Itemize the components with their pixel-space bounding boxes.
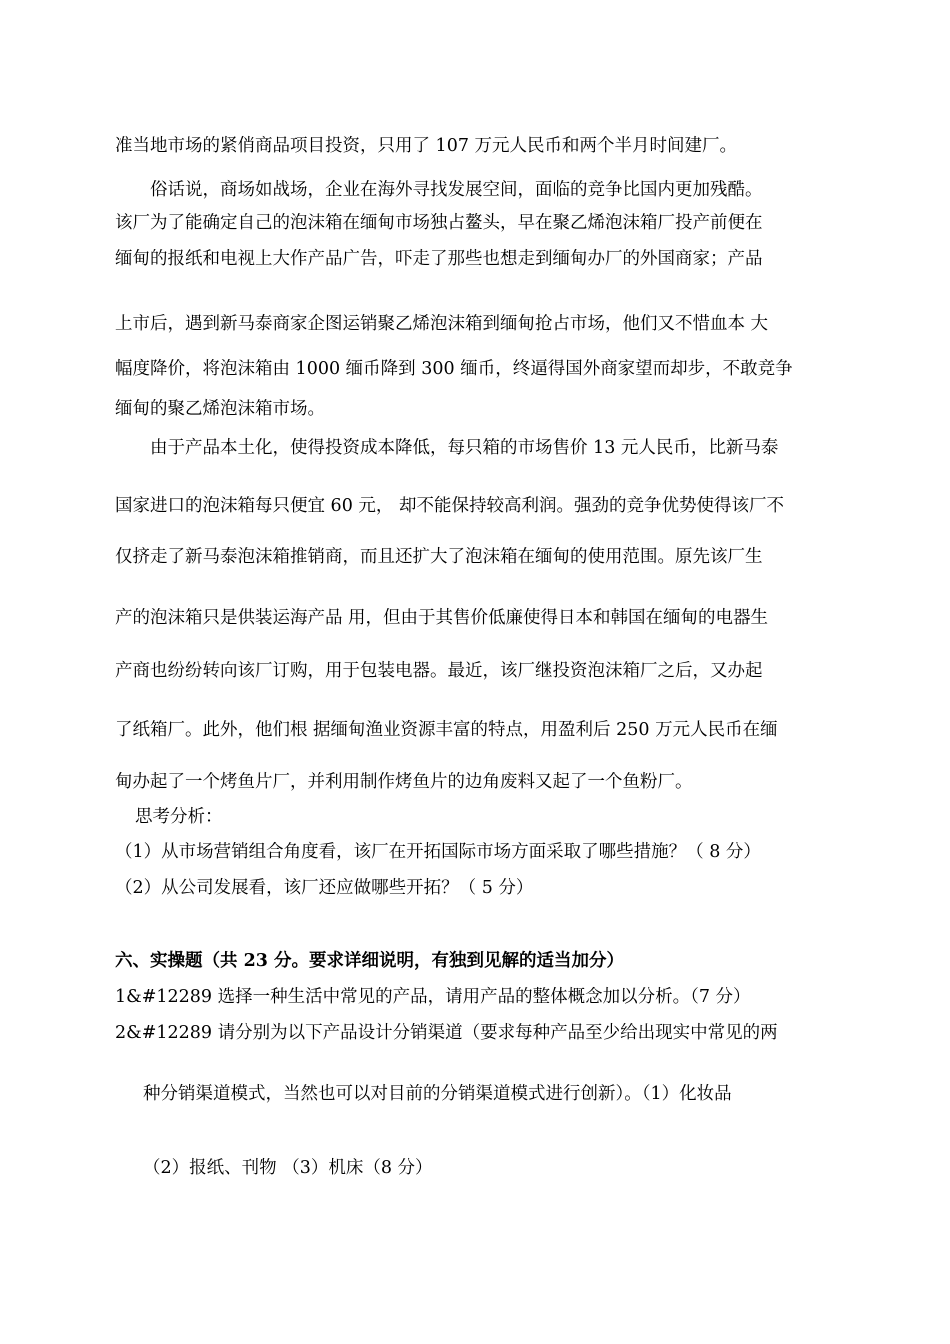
analysis-heading: 思考分析： — [135, 807, 223, 827]
case-text-line: 国家进口的泡沫箱每只便宜 60 元， 却不能保持较高利润。强劲的竞争优势使得该厂不 — [115, 496, 784, 516]
case-text-line: 甸办起了一个烤鱼片厂，并利用制作烤鱼片的边角废料又起了一个鱼粉厂。 — [115, 772, 693, 792]
case-text-line: 俗话说，商场如战场，企业在海外寻找发展空间，面临的竞争比国内更加残酷。 — [150, 180, 763, 200]
practice-item-2: 2&#12289 请分别为以下产品设计分销渠道（要求每种产品至少给出现实中常见的两 — [115, 1023, 778, 1043]
section-6-title: 六、实操题（共 23 分。要求详细说明，有独到见解的适当加分） — [115, 951, 625, 971]
practice-item-2-continued: 种分销渠道模式，当然也可以对目前的分销渠道模式进行创新）。（1）化妆品 — [143, 1084, 732, 1104]
case-text-line: 仅挤走了新马泰泡沫箱推销商，而且还扩大了泡沫箱在缅甸的使用范围。原先该厂生 — [115, 547, 763, 567]
case-text-line: 缅甸的报纸和电视上大作产品广告，吓走了那些也想走到缅甸办厂的外国商家；产品 — [115, 249, 763, 269]
case-text-line: 该厂为了能确定自己的泡沫箱在缅甸市场独占鳌头，早在聚乙烯泡沫箱厂投产前便在 — [115, 213, 763, 233]
practice-item-1: 1&#12289 选择一种生活中常见的产品，请用产品的整体概念加以分析。（7 分） — [115, 987, 751, 1007]
case-text-line: 缅甸的聚乙烯泡沫箱市场。 — [115, 399, 325, 419]
case-text-line: 准当地市场的紧俏商品项目投资，只用了 107 万元人民币和两个半月时间建厂。 — [115, 136, 738, 156]
case-text-line: 产的泡沫箱只是供装运海产品 用，但由于其售价低廉使得日本和韩国在缅甸的电器生 — [115, 608, 769, 628]
question-2: （2）从公司发展看，该厂还应做哪些开拓？（ 5 分） — [115, 878, 534, 898]
practice-item-2-products: （2）报纸、刊物 （3）机床（8 分） — [143, 1158, 433, 1178]
case-text-line: 由于产品本土化，使得投资成本降低，每只箱的市场售价 13 元人民币，比新马泰 — [150, 438, 779, 458]
case-text-line: 产商也纷纷转向该厂订购，用于包装电器。最近，该厂继投资泡沫箱厂之后，又办起 — [115, 661, 763, 681]
case-text-line: 上市后，遇到新马泰商家企图运销聚乙烯泡沫箱到缅甸抢占市场，他们又不惜血本 大 — [115, 314, 769, 334]
case-text-line: 幅度降价，将泡沫箱由 1000 缅币降到 300 缅币，终逼得国外商家望而却步，不敢竞争 — [115, 359, 793, 379]
case-text-line: 了纸箱厂。此外，他们根 据缅甸渔业资源丰富的特点，用盈利后 250 万元人民币在缅 — [115, 720, 778, 740]
question-1: （1）从市场营销组合角度看，该厂在开拓国际市场方面采取了哪些措施？（ 8 分） — [115, 842, 761, 862]
